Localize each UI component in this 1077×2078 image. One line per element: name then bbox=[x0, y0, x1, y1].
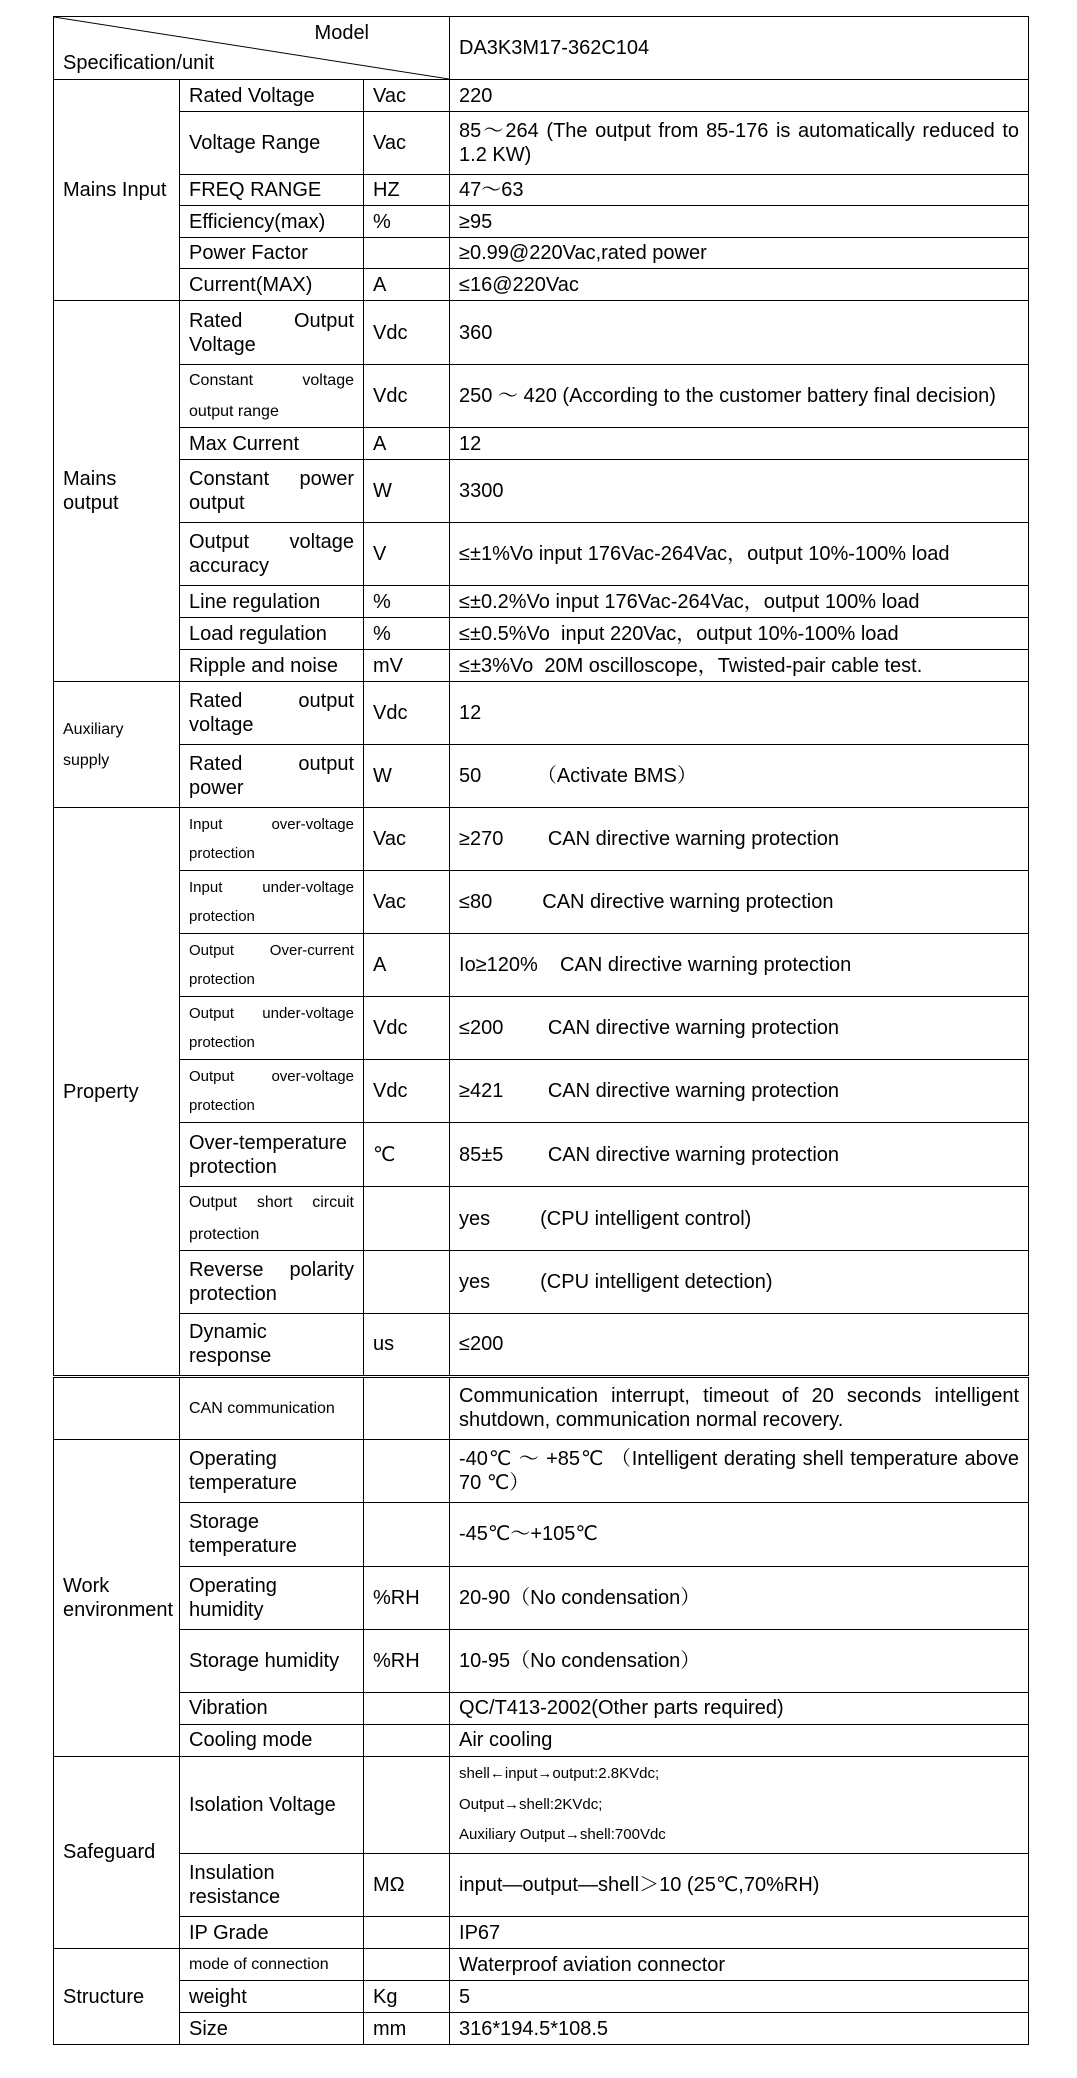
spec-row-weight bbox=[54, 1981, 1029, 2013]
value-output-short-circuit-protection: yes (CPU intelligent control) bbox=[450, 1187, 1029, 1250]
spec-row-line-regulation bbox=[54, 586, 1029, 618]
unit-line-regulation: % bbox=[364, 586, 450, 618]
param-efficiency-max: Efficiency(max) bbox=[180, 206, 364, 238]
value-line-regulation: ≤±0.2%Vo input 176Vac-264Vac，output 100% load bbox=[450, 586, 1029, 618]
spec-row-vibration bbox=[54, 1692, 1029, 1724]
unit-constant-voltage-output-range: Vdc bbox=[364, 365, 450, 428]
unit-vibration bbox=[364, 1692, 450, 1724]
value-rated-output-voltage: 12 bbox=[450, 682, 1029, 745]
unit-dynamic-response: us bbox=[364, 1313, 450, 1376]
param-input-under-voltage-protection: Input under-voltage protection bbox=[180, 871, 364, 934]
category-mains-output: Mains output bbox=[54, 301, 180, 682]
unit-input-under-voltage-protection: Vac bbox=[364, 871, 450, 934]
header-row bbox=[54, 17, 1029, 80]
param-size: Size bbox=[180, 2013, 364, 2045]
header-spec-label: Specification/unit bbox=[63, 52, 215, 74]
value-current-max: ≤16@220Vac bbox=[450, 269, 1029, 301]
value-constant-voltage-output-range: 250 ～ 420 (According to the customer battery final decision) bbox=[450, 365, 1029, 428]
value-insulation-resistance: input—output—shell＞10 (25℃,70%RH) bbox=[450, 1854, 1029, 1917]
header-diagonal-cell bbox=[54, 17, 450, 80]
value-output-under-voltage-protection: ≤200 CAN directive warning protection bbox=[450, 997, 1029, 1060]
spec-row-size bbox=[54, 2013, 1029, 2045]
unit-voltage-range: Vac bbox=[364, 112, 450, 175]
value-vibration: QC/T413-2002(Other parts required) bbox=[450, 1692, 1029, 1724]
value-power-factor: ≥0.99@220Vac,rated power bbox=[450, 238, 1029, 269]
value-operating-temperature: -40℃ ～ +85℃ （Intelligent derating shell temperature above 70 ℃） bbox=[450, 1439, 1029, 1502]
spec-row-rated-output-power bbox=[54, 745, 1029, 808]
unit-can-communication bbox=[364, 1376, 450, 1439]
param-output-over-current-protection: Output Over-current protection bbox=[180, 934, 364, 997]
value-size: 316*194.5*108.5 bbox=[450, 2013, 1029, 2045]
unit-insulation-resistance: MΩ bbox=[364, 1854, 450, 1917]
param-voltage-range: Voltage Range bbox=[180, 112, 364, 175]
spec-row-constant-voltage-output-range bbox=[54, 365, 1029, 428]
unit-rated-output-power: W bbox=[364, 745, 450, 808]
model-value: DA3K3M17-362C104 bbox=[450, 17, 1029, 80]
value-ripple-and-noise: ≤±3%Vo 20M oscilloscope，Twisted-pair cable test. bbox=[450, 650, 1029, 682]
unit-mode-of-connection bbox=[364, 1949, 450, 1981]
param-rated-output-voltage: Rated output voltage bbox=[180, 682, 364, 745]
unit-ripple-and-noise: mV bbox=[364, 650, 450, 682]
param-ripple-and-noise: Ripple and noise bbox=[180, 650, 364, 682]
unit-output-voltage-accuracy: V bbox=[364, 523, 450, 586]
param-operating-temperature: Operating temperature bbox=[180, 1439, 364, 1502]
spec-row-can-communication bbox=[54, 1376, 1029, 1439]
value-over-temperature-protection: 85±5 CAN directive warning protection bbox=[450, 1123, 1029, 1187]
unit-current-max: A bbox=[364, 269, 450, 301]
spec-row-operating-temperature bbox=[54, 1439, 1029, 1502]
unit-max-current: A bbox=[364, 428, 450, 460]
spec-row-rated-output-voltage bbox=[54, 301, 1029, 365]
spec-row-efficiency-max bbox=[54, 206, 1029, 238]
spec-row-ripple-and-noise bbox=[54, 650, 1029, 682]
unit-isolation-voltage bbox=[364, 1756, 450, 1853]
category-auxiliary-supply: Auxiliary supply bbox=[54, 682, 180, 808]
param-output-voltage-accuracy: Output voltage accuracy bbox=[180, 523, 364, 586]
param-rated-output-power: Rated output power bbox=[180, 745, 364, 808]
category-mains-input: Mains Input bbox=[54, 80, 180, 301]
param-insulation-resistance: Insulation resistance bbox=[180, 1854, 364, 1917]
spec-row-rated-output-voltage bbox=[54, 682, 1029, 745]
param-load-regulation: Load regulation bbox=[180, 618, 364, 650]
value-rated-output-power: 50 （Activate BMS） bbox=[450, 745, 1029, 808]
value-storage-temperature: -45℃～+105℃ bbox=[450, 1502, 1029, 1566]
category-property: Property bbox=[54, 808, 180, 1376]
param-ip-grade: IP Grade bbox=[180, 1917, 364, 1949]
unit-output-over-current-protection: A bbox=[364, 934, 450, 997]
value-output-over-current-protection: Io≥120% CAN directive warning protection bbox=[450, 934, 1029, 997]
unit-input-over-voltage-protection: Vac bbox=[364, 808, 450, 871]
value-operating-humidity: 20-90（No condensation） bbox=[450, 1566, 1029, 1629]
spec-row-dynamic-response bbox=[54, 1313, 1029, 1376]
spec-row-output-voltage-accuracy bbox=[54, 523, 1029, 586]
category-blank bbox=[54, 1376, 180, 1439]
spec-row-input-under-voltage-protection bbox=[54, 871, 1029, 934]
spec-row-input-over-voltage-protection bbox=[54, 808, 1029, 871]
param-output-over-voltage-protection: Output over-voltage protection bbox=[180, 1060, 364, 1123]
value-constant-power-output: 3300 bbox=[450, 460, 1029, 523]
param-constant-power-output: Constant power output bbox=[180, 460, 364, 523]
unit-operating-humidity: %RH bbox=[364, 1566, 450, 1629]
unit-weight: Kg bbox=[364, 1981, 450, 2013]
specification-table bbox=[53, 16, 1029, 2045]
value-cooling-mode: Air cooling bbox=[450, 1724, 1029, 1756]
spec-row-power-factor bbox=[54, 238, 1029, 269]
spec-row-load-regulation bbox=[54, 618, 1029, 650]
unit-storage-humidity: %RH bbox=[364, 1629, 450, 1692]
spec-row-ip-grade bbox=[54, 1917, 1029, 1949]
value-reverse-polarity-protection: yes (CPU intelligent detection) bbox=[450, 1250, 1029, 1313]
value-mode-of-connection: Waterproof aviation connector bbox=[450, 1949, 1029, 1981]
param-power-factor: Power Factor bbox=[180, 238, 364, 269]
value-dynamic-response: ≤200 bbox=[450, 1313, 1029, 1376]
spec-row-rated-voltage bbox=[54, 80, 1029, 112]
param-max-current: Max Current bbox=[180, 428, 364, 460]
unit-over-temperature-protection: ℃ bbox=[364, 1123, 450, 1187]
param-isolation-voltage: Isolation Voltage bbox=[180, 1756, 364, 1853]
value-can-communication: Communication interrupt, timeout of 20 seconds intelligent shutdown, communication normal recovery. bbox=[450, 1376, 1029, 1439]
unit-ip-grade bbox=[364, 1917, 450, 1949]
value-line: shell←input→output:2.8KVdc; bbox=[459, 1764, 660, 1782]
param-reverse-polarity-protection: Reverse polarity protection bbox=[180, 1250, 364, 1313]
value-ip-grade: IP67 bbox=[450, 1917, 1029, 1949]
value-freq-range: 47～63 bbox=[450, 175, 1029, 206]
spec-row-isolation-voltage bbox=[54, 1756, 1029, 1853]
param-mode-of-connection: mode of connection bbox=[180, 1949, 364, 1981]
value-line: Auxiliary Output→shell:700Vdc bbox=[459, 1826, 666, 1844]
unit-rated-output-voltage: Vdc bbox=[364, 301, 450, 365]
value-load-regulation: ≤±0.5%Vo input 220Vac，output 10%-100% load bbox=[450, 618, 1029, 650]
spec-row-operating-humidity bbox=[54, 1566, 1029, 1629]
category-work-environment: Work environment bbox=[54, 1439, 180, 1756]
value-weight: 5 bbox=[450, 1981, 1029, 2013]
unit-rated-output-voltage: Vdc bbox=[364, 682, 450, 745]
spec-row-output-over-voltage-protection bbox=[54, 1060, 1029, 1123]
value-input-under-voltage-protection: ≤80 CAN directive warning protection bbox=[450, 871, 1029, 934]
value-isolation-voltage bbox=[450, 1756, 1029, 1853]
category-safeguard: Safeguard bbox=[54, 1756, 180, 1948]
param-current-max: Current(MAX) bbox=[180, 269, 364, 301]
spec-row-storage-humidity bbox=[54, 1629, 1029, 1692]
param-output-short-circuit-protection: Output short circuit protection bbox=[180, 1187, 364, 1250]
param-storage-humidity: Storage humidity bbox=[180, 1629, 364, 1692]
unit-output-over-voltage-protection: Vdc bbox=[364, 1060, 450, 1123]
specification-table-body bbox=[54, 17, 1029, 2045]
param-input-over-voltage-protection: Input over-voltage protection bbox=[180, 808, 364, 871]
unit-operating-temperature bbox=[364, 1439, 450, 1502]
unit-cooling-mode bbox=[364, 1724, 450, 1756]
spec-row-reverse-polarity-protection bbox=[54, 1250, 1029, 1313]
value-voltage-range: 85～264 (The output from 85-176 is automatically reduced to 1.2 KW) bbox=[450, 112, 1029, 175]
param-rated-output-voltage: Rated Output Voltage bbox=[180, 301, 364, 365]
spec-row-storage-temperature bbox=[54, 1502, 1029, 1566]
spec-row-voltage-range bbox=[54, 112, 1029, 175]
value-input-over-voltage-protection: ≥270 CAN directive warning protection bbox=[450, 808, 1029, 871]
spec-row-output-short-circuit-protection bbox=[54, 1187, 1029, 1250]
param-can-communication: CAN communication bbox=[180, 1376, 364, 1439]
value-output-over-voltage-protection: ≥421 CAN directive warning protection bbox=[450, 1060, 1029, 1123]
value-rated-output-voltage: 360 bbox=[450, 301, 1029, 365]
spec-row-current-max bbox=[54, 269, 1029, 301]
unit-rated-voltage: Vac bbox=[364, 80, 450, 112]
param-output-under-voltage-protection: Output under-voltage protection bbox=[180, 997, 364, 1060]
unit-load-regulation: % bbox=[364, 618, 450, 650]
param-storage-temperature: Storage temperature bbox=[180, 1502, 364, 1566]
param-cooling-mode: Cooling mode bbox=[180, 1724, 364, 1756]
spec-row-output-under-voltage-protection bbox=[54, 997, 1029, 1060]
value-efficiency-max: ≥95 bbox=[450, 206, 1029, 238]
param-weight: weight bbox=[180, 1981, 364, 2013]
value-line: Output→shell:2KVdc; bbox=[459, 1795, 603, 1813]
spec-row-constant-power-output bbox=[54, 460, 1029, 523]
param-rated-voltage: Rated Voltage bbox=[180, 80, 364, 112]
param-over-temperature-protection: Over-temperature protection bbox=[180, 1123, 364, 1187]
spec-row-output-over-current-protection bbox=[54, 934, 1029, 997]
unit-storage-temperature bbox=[364, 1502, 450, 1566]
param-vibration: Vibration bbox=[180, 1692, 364, 1724]
value-rated-voltage: 220 bbox=[450, 80, 1029, 112]
param-freq-range: FREQ RANGE bbox=[180, 175, 364, 206]
category-structure: Structure bbox=[54, 1949, 180, 2045]
param-operating-humidity: Operating humidity bbox=[180, 1566, 364, 1629]
spec-row-insulation-resistance bbox=[54, 1854, 1029, 1917]
unit-constant-power-output: W bbox=[364, 460, 450, 523]
value-max-current: 12 bbox=[450, 428, 1029, 460]
spec-row-over-temperature-protection bbox=[54, 1123, 1029, 1187]
param-dynamic-response: Dynamic response bbox=[180, 1313, 364, 1376]
unit-size: mm bbox=[364, 2013, 450, 2045]
unit-reverse-polarity-protection bbox=[364, 1250, 450, 1313]
unit-power-factor bbox=[364, 238, 450, 269]
spec-row-freq-range bbox=[54, 175, 1029, 206]
unit-efficiency-max: % bbox=[364, 206, 450, 238]
value-storage-humidity: 10-95（No condensation） bbox=[450, 1629, 1029, 1692]
unit-output-under-voltage-protection: Vdc bbox=[364, 997, 450, 1060]
unit-output-short-circuit-protection bbox=[364, 1187, 450, 1250]
unit-freq-range: HZ bbox=[364, 175, 450, 206]
spec-row-cooling-mode bbox=[54, 1724, 1029, 1756]
spec-row-max-current bbox=[54, 428, 1029, 460]
spec-row-mode-of-connection bbox=[54, 1949, 1029, 1981]
param-constant-voltage-output-range: Constant voltage output range bbox=[180, 365, 364, 428]
value-output-voltage-accuracy: ≤±1%Vo input 176Vac-264Vac，output 10%-100% load bbox=[450, 523, 1029, 586]
header-model-label: Model bbox=[314, 22, 370, 44]
param-line-regulation: Line regulation bbox=[180, 586, 364, 618]
